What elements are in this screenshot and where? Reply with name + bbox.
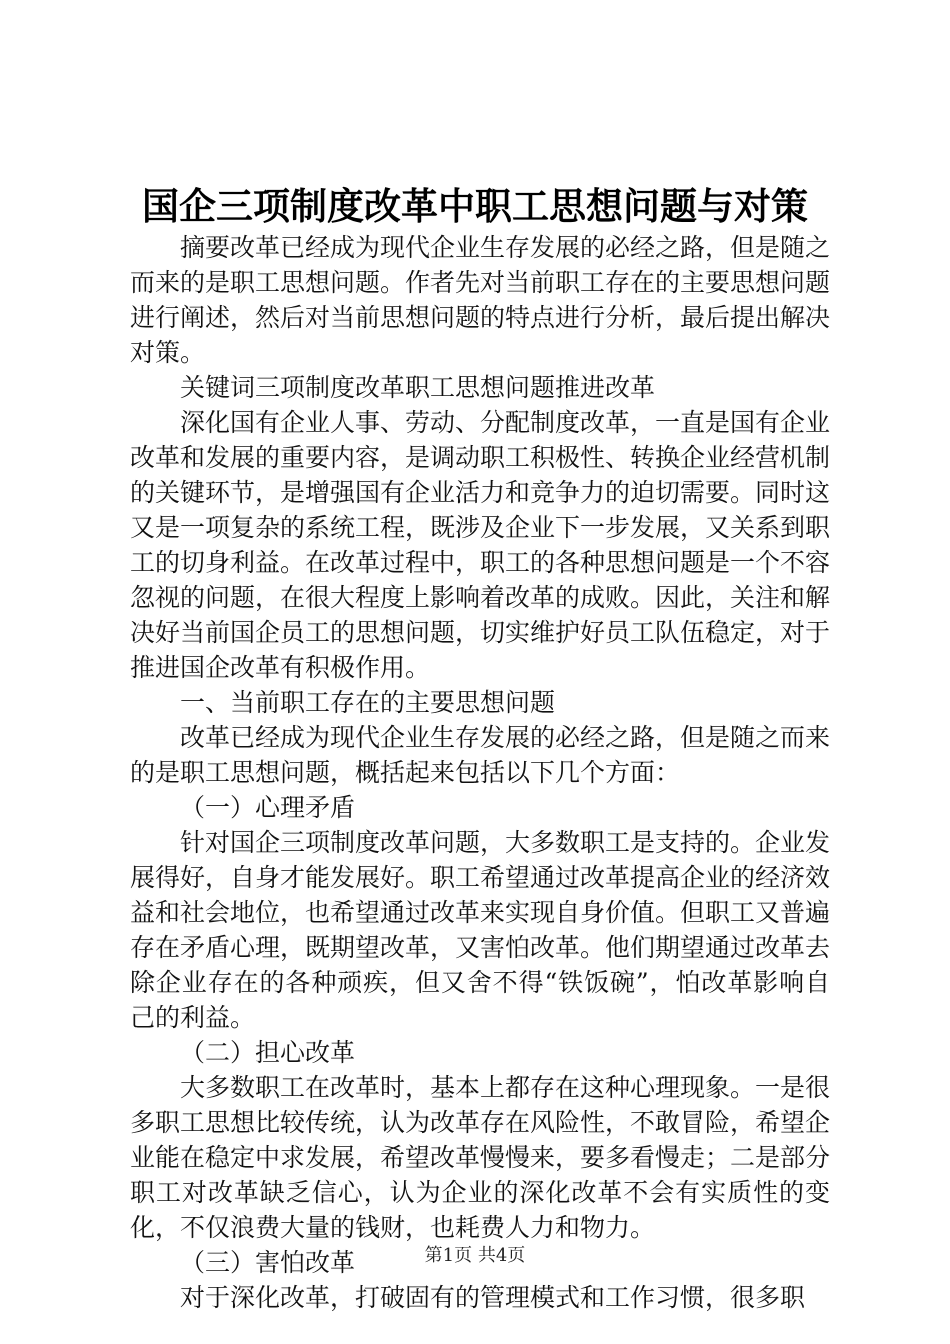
body-paragraph: 深化国有企业人事、劳动、分配制度改革，一直是国有企业改革和发展的重要内容，是调动职工积极性、转换企业经营机制的关键环节，是增强国有企业活力和竞争力的迫切需要。同时这又是一项复杂的系统工程，既涉及企业下一步发展，又关系到职工的切身利益。在改革过程中，职工的各种思想问题是一个不容忽视的问题，在很大程度上影响着改革的成败。因此，关注和解决好当前国企员工的思想问题，切实维护好员工队伍稳定，对于推进国企改革有积极作用。 — [130, 408, 831, 682]
document-body — [130, 230, 830, 1315]
body-paragraph: 大多数职工在改革时，基本上都存在这种心理现象。一是很多职工思想比较传统，认为改革存在风险性，不敢冒险，希望企业能在稳定中求发展，希望改革慢慢来，要多看慢走；二是部分职工对改革缺乏信心，认为企业的深化改革不会有实质性的变化，不仅浪费大量的钱财，也耗费人力和物力。 — [130, 1073, 831, 1242]
section-heading: 一、当前职工存在的主要思想问题 — [180, 688, 556, 717]
body-paragraph: 针对国企三项制度改革问题，大多数职工是支持的。企业发展得好，自身才能发展好。职工希望通过改革提高企业的经济效益和社会地位，也希望通过改革来实现自身价值。但职工又普遍存在矛盾心理，既期望改革，又害怕改革。他们期望通过改革去除企业存在的各种顽疾，但又舍不得“铁饭碗”，怕改革影响自己的利益。 — [130, 828, 831, 1032]
subsection-heading: （一）心理矛盾 — [180, 793, 356, 822]
body-paragraph: 对于深化改革，打破固有的管理模式和工作习惯，很多职 — [180, 1283, 806, 1312]
abstract-paragraph: 摘要改革已经成为现代企业生存发展的必经之路，但是随之而来的是职工思想问题。作者先对当前职工存在的主要思想问题进行阐述，然后对当前思想问题的特点进行分析，最后提出解决对策。 — [130, 233, 831, 367]
subsection-heading: （三）害怕改革 — [180, 1248, 356, 1277]
subsection-heading: （二）担心改革 — [180, 1038, 356, 1067]
keywords-line: 关键词三项制度改革职工思想问题推进改革 — [180, 373, 656, 402]
body-paragraph: 改革已经成为现代企业生存发展的必经之路，但是随之而来的是职工思想问题，概括起来包括以下几个方面： — [130, 723, 831, 787]
page-footer: 第1页 共4页 — [424, 1245, 526, 1266]
document-title: 国企三项制度改革中职工思想问题与对策 — [142, 184, 808, 228]
